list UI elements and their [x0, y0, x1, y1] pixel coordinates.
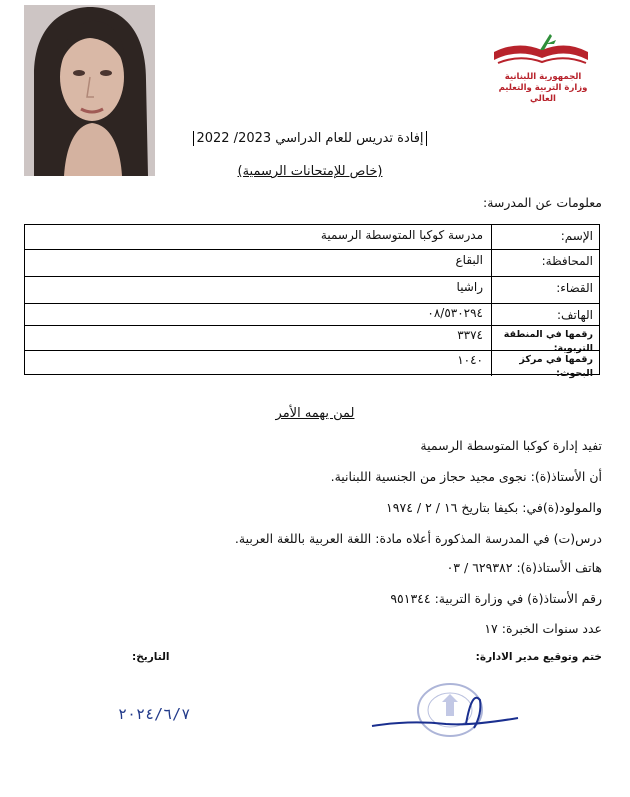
school-name-label: الإسم:: [491, 225, 599, 249]
handwritten-date: ٢٠٢٤/٦/٧: [118, 705, 191, 723]
body-line-teacher-name: أن الأستاذ(ة): نجوى مجيد حجاز من الجنسية اللبنانية.: [330, 469, 602, 484]
addressee-heading: لمن يهمه الأمر: [275, 406, 355, 421]
research-center-number-value: ١٠٤٠: [457, 353, 483, 367]
body-line-teacher-phone: هاتف الأستاذ(ة): ٦٢٩٣٨٢ / ٠٣: [446, 560, 602, 575]
table-row: [25, 303, 599, 326]
body-line-school: تفيد إدارة كوكبا المتوسطة الرسمية: [420, 438, 602, 453]
stamp-signature-icon: [370, 680, 520, 745]
logo-line-republic: الجمهورية اللبنانية: [504, 72, 582, 82]
document-subtitle: (خاص للإمتحانات الرسمية): [237, 164, 383, 179]
phone-label: الهاتف:: [491, 304, 599, 326]
logo-line-ministry: وزارة التربية والتعليم العالي: [498, 83, 588, 104]
school-name-value: مدرسة كوكبا المتوسطة الرسمية: [320, 228, 483, 242]
phone-value: ٠٨/٥٣٠٢٩٤: [427, 306, 483, 320]
book-emblem-icon: [488, 30, 594, 68]
table-row: [25, 276, 599, 304]
educational-zone-number-value: ٣٣٧٤: [457, 328, 483, 342]
table-row: [25, 350, 599, 379]
governorate-label: المحافظة:: [491, 250, 599, 277]
signature-label: ختم وتوقيع مدير الادارة:: [475, 651, 602, 663]
body-line-birth: والمولود(ة)في: بكيفا بتاريخ ١٦ / ٢ / ١٩٧٤: [386, 500, 602, 515]
table-row: [25, 225, 599, 249]
document-title: إفادة تدريس للعام الدراسي 2023/ 2022: [180, 131, 440, 146]
district-label: القضاء:: [491, 277, 599, 304]
table-row: [25, 249, 599, 277]
table-row: [25, 325, 599, 354]
body-line-subject: درس(ت) في المدرسة المذكورة أعلاه مادة: اللغة العربية باللغة العربية.: [234, 531, 602, 546]
portrait-image: [24, 5, 155, 176]
official-stamp: [370, 680, 520, 745]
applicant-photo: [24, 5, 155, 176]
school-info-heading: معلومات عن المدرسة:: [482, 195, 602, 210]
district-value: راشيا: [456, 280, 483, 294]
educational-zone-number-label: رقمها في المنطقة التربوية:: [491, 326, 599, 351]
date-label: التاريخ:: [132, 651, 170, 663]
body-line-experience: عدد سنوات الخبرة: ١٧: [484, 621, 602, 636]
governorate-value: البقاع: [455, 253, 483, 267]
body-line-ministry-number: رقم الأستاذ(ة) في وزارة التربية: ٩٥١٣٤٤: [390, 591, 602, 606]
school-info-table: [24, 224, 600, 379]
research-center-number-label: رقمها في مركز البحوث:: [491, 351, 599, 376]
ministry-logo: [488, 30, 594, 104]
